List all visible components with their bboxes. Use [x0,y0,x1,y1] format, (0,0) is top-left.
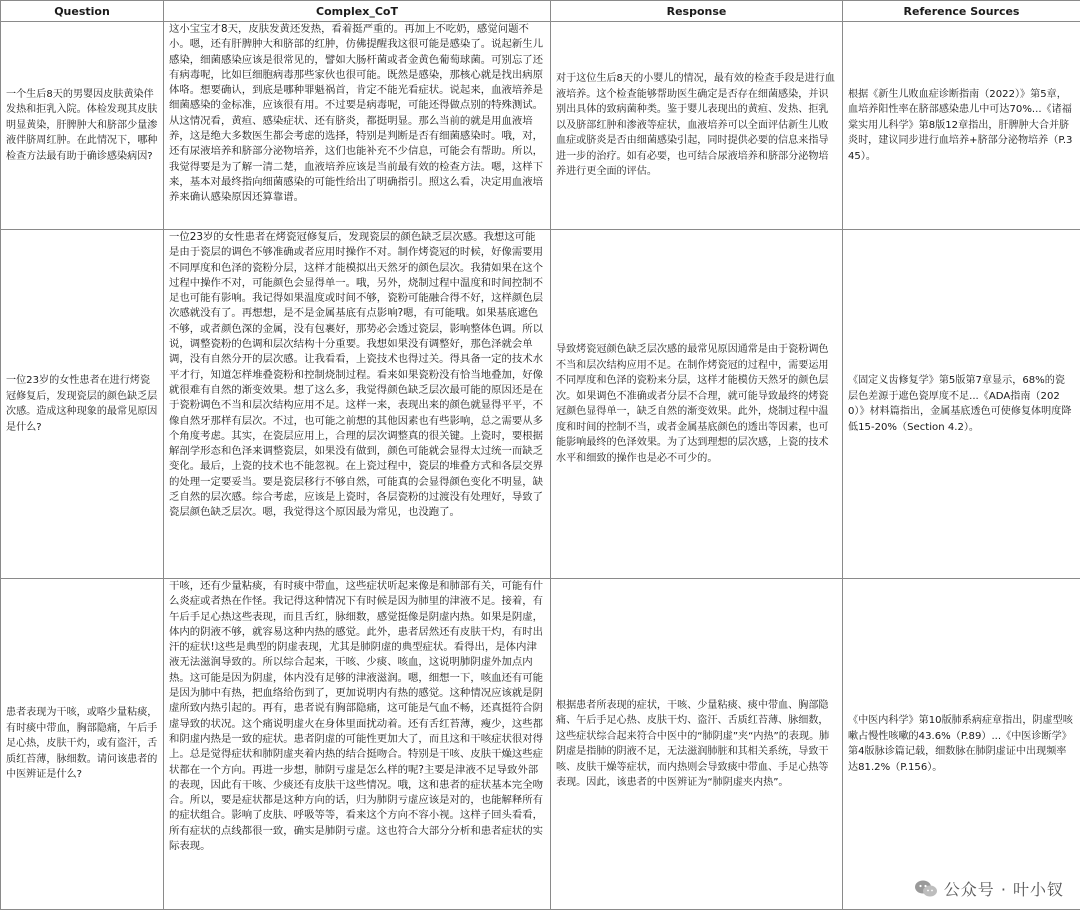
header-question: Question [1,1,164,22]
table-row [1,22,1080,230]
reference-cell: 根据《新生儿败血症诊断指南（2022）》第5章，血培养阳性率在脐部感染患儿中可达70%...《诸福棠实用儿科学》第8版12章指出，肝脾肿大合并脐炎时，建议同步进行血培养+脐部分泌物培养（P.345）。 [843,22,1080,230]
question-cell: 一个生后8天的男婴因皮肤黄染伴发热和拒乳入院。体检发现其皮肤明显黄染，肝脾肿大和脐部少量渗液伴脐周红肿。在此情况下，哪种检查方法最有助于确诊感染病因? [1,22,164,230]
table-row [1,579,1080,910]
table-row [1,230,1080,579]
reference-cell: 《中医内科学》第10版肺系病症章指出，阴虚型咳嗽占慢性咳嗽的43.6%（P.89）...《中医诊断学》第4版脉诊篇记载，细数脉在肺阴虚证中出现频率达81.2%（P.156）。 [843,579,1080,910]
wechat-icon [914,879,938,899]
watermark [910,875,1068,902]
header-row [1,1,1080,22]
cot-cell [164,22,551,230]
response-cell: 对于这位生后8天的小婴儿的情况，最有效的检查手段是进行血液培养。这个检查能够帮助医生确定是否存在细菌感染，并识别出具体的致病菌种类。鉴于婴儿表现出的黄疸、发热、拒乳以及脐部红肿和渗液等症状，血液培养可以全面评估新生儿败血症或脐炎是否由细菌感染引起，同时提供必要的信息来指导进一步的治疗。如有必要，也可结合尿液培养和脐部分泌物培养进行更全面的评估。 [551,22,843,230]
cot-text: 这小宝宝才8天，皮肤发黄还发热，看着挺严重的。再加上不吃奶，感觉问题不小。嗯，还有肝脾肿大和脐部的红肿，仿佛提醒我这很可能是感染了。说起新生儿感染，细菌感染应该是很常见的，譬如大肠杆菌或者金黄色葡萄球菌。可别忘了还有病毒呢，比如巨细胞病毒那些家伙也很可能。既然是感染，那核心就是找出病原体咯。想要确认，到底是哪种罪魁祸首，肯定不能光看症状。说起来，血液培养是细菌感染的金标准，应该很有用。不过要是病毒呢，可能还得做点别的特殊测试。从这情况看，黄疸、感染症状、还有脐炎，都挺明显。那么当前的就是用血液培养，这是绝大多数医生都会考虑的选择，特别是判断是否有细菌感染时。哦，对，还有尿液培养和脐部分泌物培养，这们也能补充不少信息，可能会有帮助。所以，我觉得要是为了解一清二楚，血液培养应该是当前最有效的检查方法。嗯，这样下来，基本对最终指向细菌感染的可能性给出了明确指引。照这么看，决定用血液培养来确认感染原因还算靠谱。 [169,22,545,229]
cot-text: 一位23岁的女性患者在烤瓷冠修复后，发现瓷层的颜色缺乏层次感。我想这可能是由于瓷层的调色不够准确或者应用时操作不对。制作烤瓷冠的时候，好像需要用不同厚度和色泽的瓷粉分层，这样才能模拟出天然牙的颜色层次。我猜如果在这个过程中操作不对，可能颜色会显得单一。哦，另外，烧制过程中温度和时间控制不足也可能有影响。我记得如果温度或时间不够，瓷粉可能融合得不好，这样颜色层次感就没有了。再想想，是不是金属基底有点影响?嗯，有可能哦。如果基底遮色不够，或者颜色深的金属，没有包裹好，那势必会透过瓷层，影响整体色调。所以说，调整瓷粉的色调和层次结构十分重要。我想如果没有调整好，那色泽就会单调，没有自然分开的层次感。让我看看，上瓷技术也得过关。得具备一定的技术水平才行，知道怎样堆叠瓷粉和控制烧制过程。看来如果瓷粉没有恰当地叠加，好像就很难有自然的渐变效果。想了这么多，我觉得颜色缺乏层次最可能的原因还是在于瓷粉调色不当和层次结构应用不足。这样一来，表现出来的颜色就显得平平，不像自然牙那样有层次。不过，也可能之前想的其他因素也有些影响，总之需要从多个角度考虑。其实，在瓷层应用上，合理的层次调整真的很关键。上瓷时，要根据解剖学形态和色泽来调整瓷层，如果没有做到，颜色可能就会显得太过统一而缺乏变化。最后，上瓷的技术也不能忽视。在上瓷过程中，瓷层的堆叠方式和各层交界的处理一定要妥当。要是瓷层移行不够自然，可能真的会显得颜色变化不明显，缺乏自然的层次感。综合考虑，应该是上瓷时，各层瓷粉的过渡没有处理好，导致了瓷层颜色缺乏层次。嗯，我觉得这个原因最为常见，也没跑了。 [169,230,545,578]
cot-cell [164,230,551,579]
watermark-text: 公众号 · 叶小钗 [944,877,1064,900]
cot-cell [164,579,551,910]
header-complex-cot: Complex_CoT [164,1,551,22]
response-cell: 根据患者所表现的症状，干咳、少量粘痰、痰中带血、胸部隐痛、午后手足心热、皮肤干灼、盗汗、舌质红苔薄、脉细数，这些症状综合起来符合中医中的“肺阴虚”夹“内热”的表现。肺阴虚是指肺的阴液不足，无法滋润肺脏和其相关系统，导致干咳、皮肤干燥等症状，而内热则会导致痰中带血、手足心热等表现。因此，该患者的中医辨证为“肺阴虚夹内热”。 [551,579,843,910]
header-reference-sources: Reference Sources [843,1,1080,22]
question-cell: 一位23岁的女性患者在进行烤瓷冠修复后，发现瓷层的颜色缺乏层次感。造成这种现象的最常见原因是什么? [1,230,164,579]
cot-text: 干咳，还有少量粘痰，有时痰中带血，这些症状听起来像是和肺部有关，可能有什么炎症或者热在作怪。我记得这种情况下有时候是因为肺里的津液不足。接着，有午后手足心热这些表现，而且舌红，脉细数，感觉挺像是阴虚内热。如果是阴虚，体内的阴液不够，就容易这种内热的感觉。此外，患者居然还有皮肤干灼，有时出汗的症状!这些是典型的阴虚表现，尤其是肺阴虚的典型症状。看得出，是体内津液无法滋润导致的。所以综合起来，干咳、少痰、咳血，这说明肺阴虚外加点内热。这可能是因为阴虚，体内没有足够的津液滋润。嗯，细想一下，咳血还有可能是因为肺中有热，把血络给伤到了，更加说明内有热的感觉。这种情况应该就是阴虚所致内热引起的。再有，患者说有胸部隐痛，这可能是气血不畅，还真挺符合阴虚导致的状况。这个痛说明虚火在身体里面扰动着。还有舌红苔薄，瘦少，这些都和阴虚内热是一致的症状。患者阴虚的可能性更加大了，而且这和干咳症状很对得上。总是觉得症状和肺阴虚夹着内热的结合挺吻合。特别是干咳、皮肤干燥这些症状都在一个方向。再进一步想，肺阴亏虚是怎么样的呢?主要是津液不足导致外部的表现，因此有干咳、少痰还有皮肤干这些情况。哦，这和患者的症状基本完全吻合。所以，要是症状都是这种方向的话，归为肺阴亏虚应该是对的，也能解释所有的症状组合。影响了皮肤、呼吸等等，看来这个方向不容小视。这样子回头看看，所有症状的点线都很一致，确实是肺阴亏虚。这也符合大部分分析和患者症状的实际表现。 [169,579,545,909]
question-cell: 患者表现为干咳，或咯少量粘痰，有时痰中带血，胸部隐痛，午后手足心热，皮肤干灼，或有盗汗，舌质红苔薄，脉细数。请问该患者的中医辨证是什么? [1,579,164,910]
header-response: Response [551,1,843,22]
response-cell: 导致烤瓷冠颜色缺乏层次感的最常见原因通常是由于瓷粉调色不当和层次结构应用不足。在制作烤瓷冠的过程中，需要运用不同厚度和色泽的瓷粉来分层，这样才能模仿天然牙的颜色层次。如果调色不准确或者分层不合理，就可能导致最终的烤瓷冠颜色显得单一，缺乏自然的渐变效果。此外，烧制过程中温度和时间的控制不当，或者金属基底颜色的透出等因素，也可能影响最终的色泽效果。为了达到理想的层次感，上瓷的技术水平和细致的操作也是必不可少的。 [551,230,843,579]
reference-cell: 《固定义齿修复学》第5版第7章显示，68%的瓷层色差源于遮色瓷厚度不足...《ADA指南（2020）》材料篇指出，金属基底透色可使修复体明度降低15-20%（Section 4.2）。 [843,230,1080,579]
